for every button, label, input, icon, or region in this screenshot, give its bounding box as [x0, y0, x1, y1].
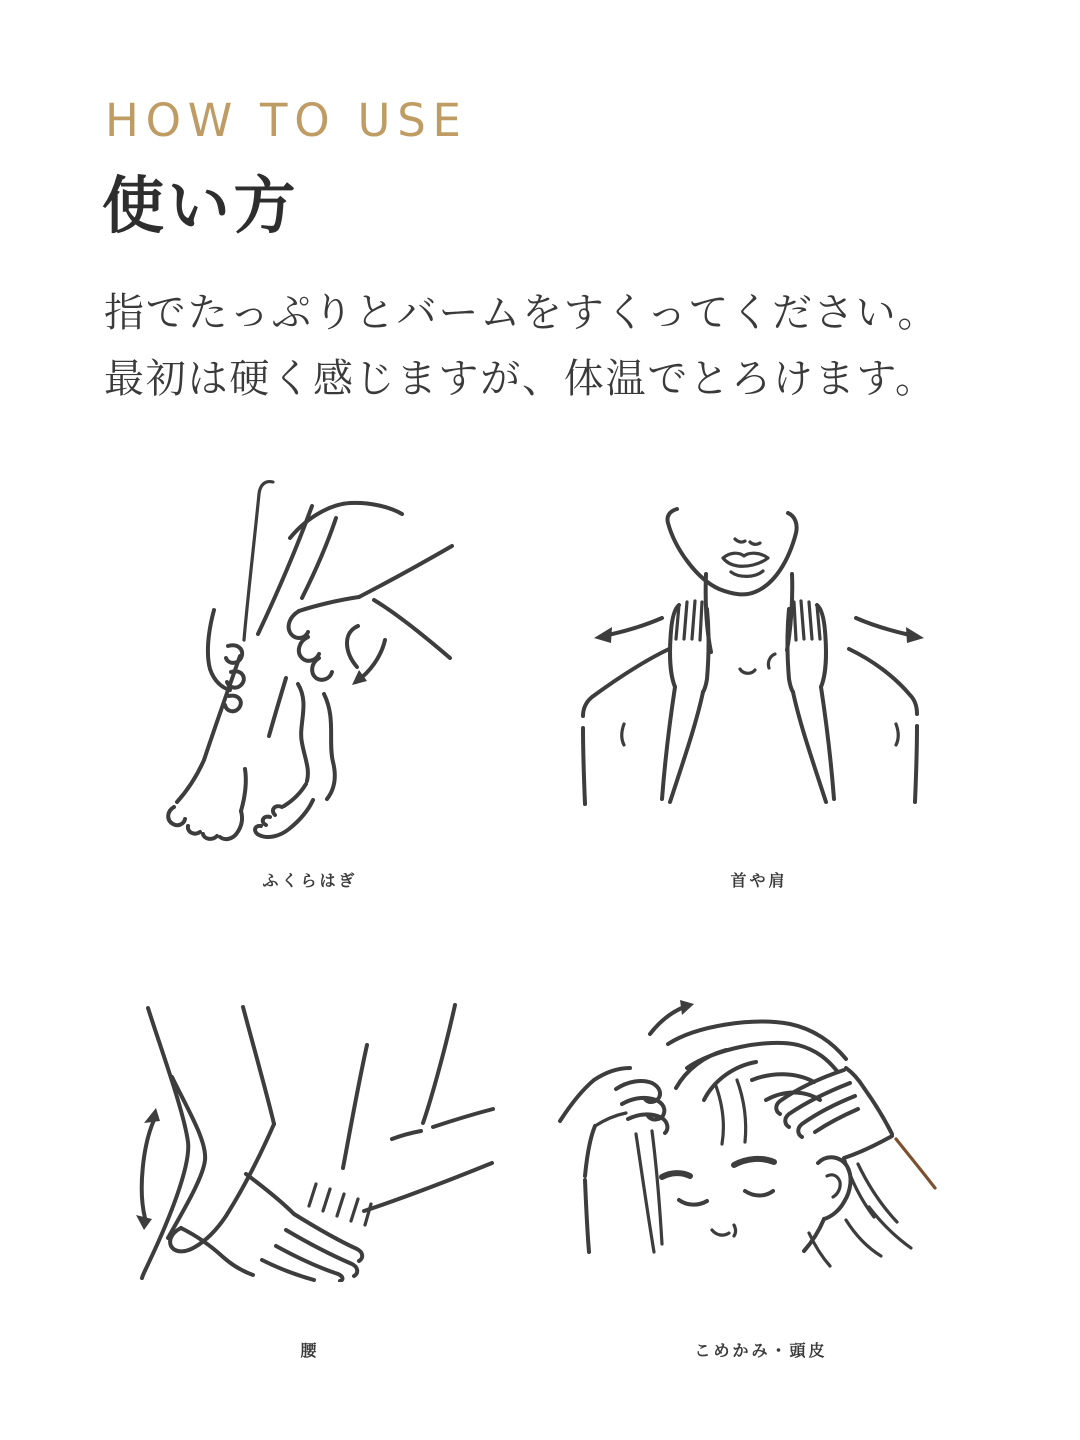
lower-back-massage-drawing [110, 990, 510, 1282]
figure-label-neck-shoulders: 首や肩 [730, 871, 788, 890]
stroke-direction-down-arrow-icon [352, 640, 385, 685]
instruction-line-2: 最初は硬く感じますが、体温でとろけます。 [104, 356, 937, 402]
stroke-direction-up-right-arrow-icon [650, 1000, 694, 1034]
instruction-text [104, 280, 939, 412]
stroke-direction-left-arrow-icon [594, 618, 662, 643]
stroke-direction-right-arrow-icon [856, 618, 924, 643]
neck-shoulders-massage-drawing [558, 488, 960, 820]
calf-massage-illustration [140, 468, 480, 850]
instruction-line-1: 指でたっぷりとバームをすくってください。 [104, 290, 940, 336]
scalp-massage-drawing [556, 990, 966, 1282]
figure-label-temples-scalp: こめかみ・頭皮 [694, 1341, 828, 1360]
lower-back-massage-illustration [110, 990, 510, 1282]
stroke-direction-up-down-arrow-icon [136, 1108, 160, 1230]
figure-label-lower-back: 腰 [300, 1341, 320, 1360]
section-eyebrow-heading: HOW TO USE [105, 94, 468, 147]
scalp-massage-illustration [556, 990, 966, 1282]
neck-shoulders-massage-illustration [558, 488, 960, 820]
figure-label-calf: ふくらはぎ [262, 871, 358, 890]
calf-massage-drawing [140, 468, 480, 850]
section-title: 使い方 [102, 169, 300, 242]
